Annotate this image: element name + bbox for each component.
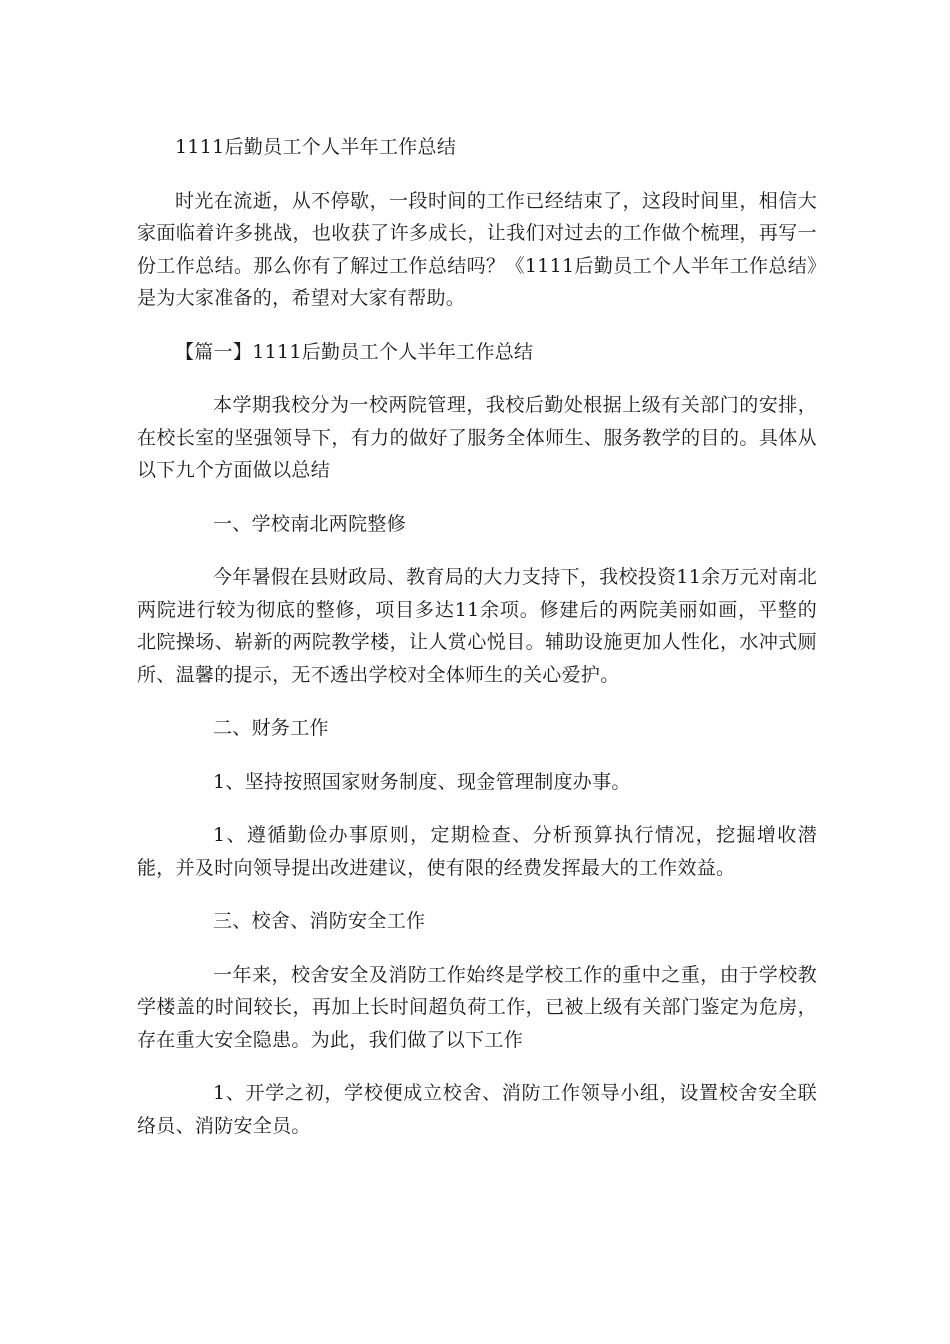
section-heading: 一、学校南北两院整修 xyxy=(213,512,407,535)
document-body xyxy=(137,131,817,1163)
list-item: 1、遵循勤俭办事原则，定期检查、分析预算执行情况，挖掘增收潜能，并及时向领导提出改进建议，使有限的经费发挥最大的工作效益。 xyxy=(137,824,817,879)
list-item: 1、坚持按照国家财务制度、现金管理制度办事。 xyxy=(213,770,631,793)
body-paragraph: 本学期我校分为一校两院管理，我校后勤处根据上级有关部门的安排，在校长室的坚强领导下，有力的做好了服务全体师生、服务教学的目的。具体从以下九个方面做以总结 xyxy=(137,394,817,481)
chapter-heading: 【篇一】1111后勤员工个人半年工作总结 xyxy=(175,340,534,363)
section-heading: 二、财务工作 xyxy=(213,717,329,739)
document-title: 1111后勤员工个人半年工作总结 xyxy=(175,136,457,158)
body-paragraph: 今年暑假在县财政局、教育局的大力支持下，我校投资11余万元对南北两院进行较为彻底的整修，项目多达11余项。修建后的两院美丽如画，平整的北院操场、崭新的两院教学楼，让人赏心悦目。辅助设施更加人性化，水冲式厕所、温馨的提示，无不透出学校对全体师生的关心爱护。 xyxy=(137,566,817,686)
intro-paragraph: 时光在流逝，从不停歇，一段时间的工作已经结束了，这段时间里，相信大家面临着许多挑战，也收获了许多成长，让我们对过去的工作做个梳理，再写一份工作总结。那么你有了解过工作总结吗？《1111后勤员工个人半年工作总结》是为大家准备的，希望对大家有帮助。 xyxy=(137,189,817,309)
list-item: 1、开学之初，学校便成立校舍、消防工作领导小组，设置校舍安全联络员、消防安全员。 xyxy=(137,1082,817,1137)
body-paragraph: 一年来，校舍安全及消防工作始终是学校工作的重中之重，由于学校教学楼盖的时间较长，再加上长时间超负荷工作，已被上级有关部门鉴定为危房，存在重大安全隐患。为此，我们做了以下工作 xyxy=(137,963,817,1051)
section-heading: 三、校舍、消防安全工作 xyxy=(213,910,426,932)
